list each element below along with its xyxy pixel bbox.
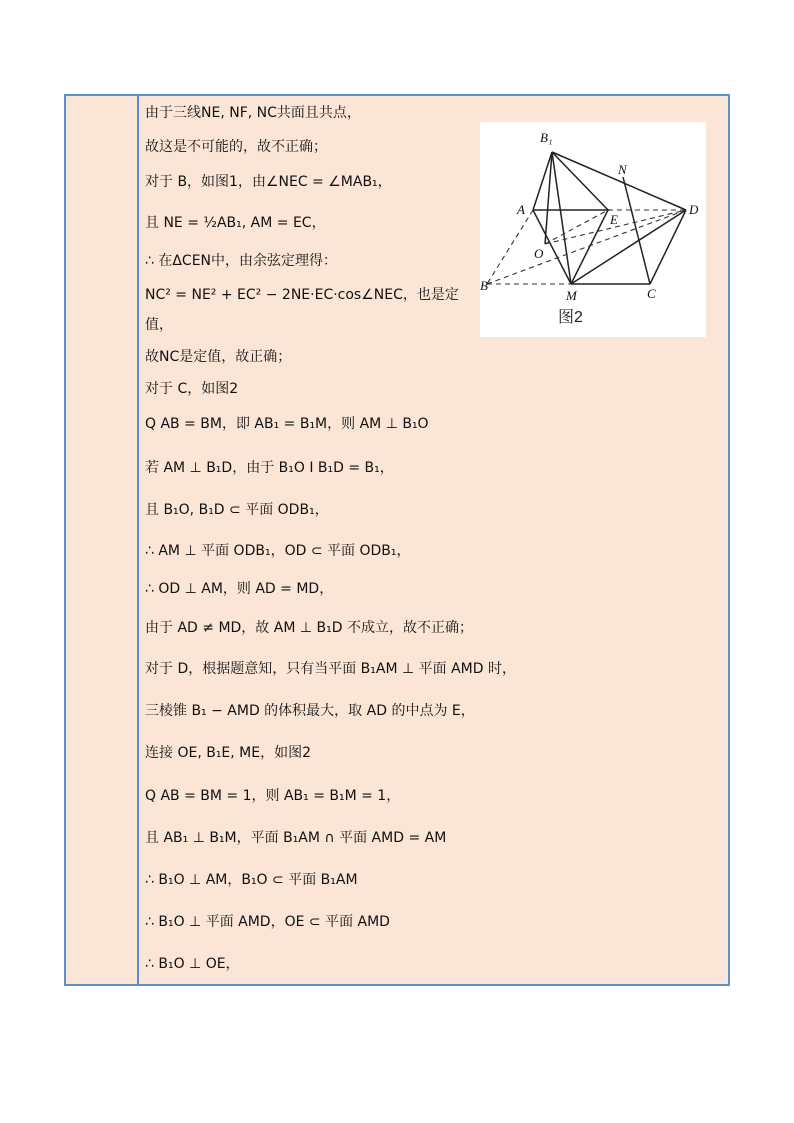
text-line: NC² = NE² + EC² − 2NE·EC·cos∠NEC，也是定 bbox=[145, 287, 459, 303]
text-line: ∴ 在ΔCEN中，由余弦定理得： bbox=[145, 253, 338, 269]
text-line: ∴ B₁O ⊥ 平面 AMD，OE ⊂ 平面 AMD bbox=[145, 914, 390, 930]
label-m: M bbox=[566, 288, 577, 303]
text-line: ∴ AM ⊥ 平面 ODB₁，OD ⊂ 平面 ODB₁， bbox=[145, 543, 411, 559]
geometry-figure bbox=[480, 122, 706, 337]
label-e: E bbox=[610, 212, 618, 227]
label-c: C bbox=[647, 286, 656, 301]
text-line: 且 NE = ½AB₁, AM = EC， bbox=[145, 215, 326, 231]
label-d: D bbox=[689, 202, 699, 217]
label-n: N bbox=[618, 162, 627, 177]
text-line: ∴ B₁O ⊥ AM，B₁O ⊂ 平面 B₁AM bbox=[145, 872, 358, 888]
text-line: Q AB = BM = 1，则 AB₁ = B₁M = 1， bbox=[145, 788, 401, 804]
edge-a-b bbox=[487, 210, 533, 284]
text-line: Q AB = BM，即 AB₁ = B₁M，则 AM ⊥ B₁O bbox=[145, 416, 429, 432]
text-line: 三棱锥 B₁ − AMD 的体积最大，取 AD 的中点为 E， bbox=[145, 703, 475, 719]
label-b: B bbox=[480, 278, 488, 293]
left-column bbox=[66, 96, 139, 984]
text-line: 对于 C，如图2 bbox=[145, 381, 239, 397]
label-o: O bbox=[534, 246, 544, 261]
edge-b1-e bbox=[552, 152, 608, 210]
text-line: 若 AM ⊥ B₁D，由于 B₁O I B₁D = B₁， bbox=[145, 460, 394, 476]
text-line: 故NC是定值，故正确； bbox=[145, 349, 292, 365]
text-line: 且 B₁O, B₁D ⊂ 平面 ODB₁， bbox=[145, 502, 329, 518]
text-line: 对于 B，如图1，由∠NEC = ∠MAB₁， bbox=[145, 174, 392, 190]
text-line: 由于三线NE, NF, NC共面且共点， bbox=[145, 105, 361, 121]
label-a: A bbox=[517, 202, 525, 217]
text-line: ∴ OD ⊥ AM，则 AD = MD， bbox=[145, 581, 334, 597]
figure-caption: 图2 bbox=[558, 309, 583, 326]
text-line: 值， bbox=[145, 317, 173, 333]
text-line: 且 AB₁ ⊥ B₁M，平面 B₁AM ∩ 平面 AMD = AM bbox=[145, 830, 447, 846]
edge-b1-d bbox=[552, 152, 686, 210]
text-line: 连接 OE, B₁E, ME，如图2 bbox=[145, 745, 312, 761]
edge-o-e bbox=[545, 210, 608, 244]
edge-b1-o bbox=[545, 152, 552, 244]
label-b1: B₁ bbox=[540, 130, 553, 145]
text-line: ∴ B₁O ⊥ OE， bbox=[145, 956, 240, 972]
text-line: 由于 AD ≠ MD，故 AM ⊥ B₁D 不成立，故不正确； bbox=[145, 620, 473, 636]
text-line: 故这是不可能的，故不正确； bbox=[145, 139, 327, 155]
text-line: 对于 D，根据题意知，只有当平面 B₁AM ⊥ 平面 AMD 时， bbox=[145, 661, 516, 677]
